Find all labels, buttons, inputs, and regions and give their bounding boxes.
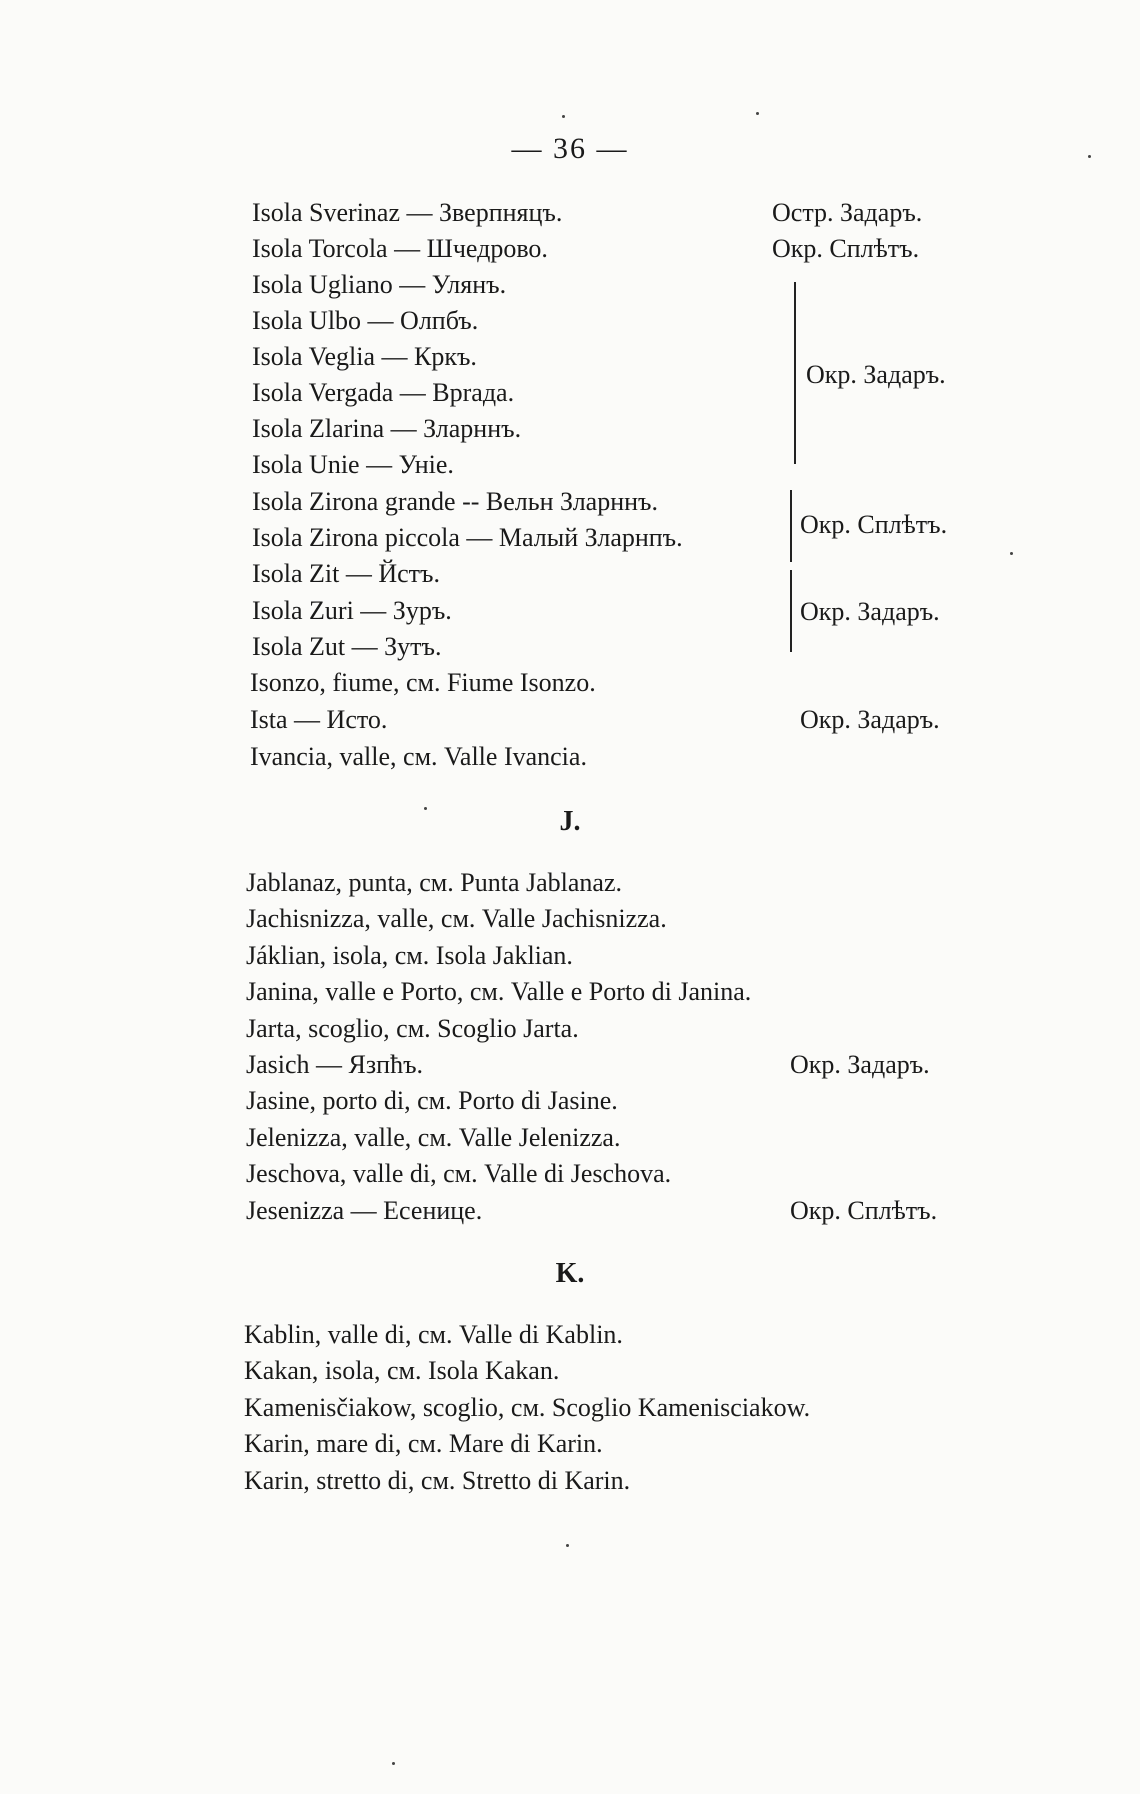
entry-kakan: Kakan, isola, см. Isola Kakan. [244, 1356, 560, 1385]
entry-ista: Ista — Исто. [250, 705, 388, 734]
page-number: — 36 — [511, 132, 629, 165]
entry-isola-vergada: Isola Vergada — Врrада. [252, 378, 515, 407]
grouping-brace [790, 490, 792, 562]
entry-isola-unie: Isola Unie — Уніе. [252, 450, 454, 479]
district-label: Окр. Сплѣтъ. [772, 234, 920, 263]
district-label: Окр. Задаръ. [800, 705, 940, 734]
entry-kameniscakow: Kamenisčiakow, scoglio, см. Scoglio Kamenisciakow. [244, 1393, 811, 1422]
entry-jachisnizza: Jachisnizza, valle, см. Valle Jachisnizza. [246, 904, 667, 933]
entry-jarta: Jarta, scoglio, см. Scoglio Jarta. [246, 1014, 579, 1043]
entry-isola-zlarina: Isola Zlarina — Зларннъ. [252, 414, 522, 443]
entry-isola-zuri: Isola Zuri — Зуръ. [252, 596, 452, 625]
section-heading-k: K. [555, 1258, 585, 1289]
section-heading-j: J. [559, 806, 581, 837]
district-label: Окр. Задаръ. [800, 597, 940, 626]
entry-isonzo: Isonzo, fiume, см. Fiume Isonzo. [250, 668, 596, 697]
grouping-brace [790, 570, 792, 652]
entry-jasine: Jasine, porto di, см. Porto di Jasine. [246, 1086, 618, 1115]
scan-speck [392, 1762, 395, 1765]
entry-jasich: Jasich — Язпћъ. [246, 1050, 424, 1079]
district-label: Остр. Задаръ. [772, 198, 923, 227]
entry-jesenizza: Jesenizza — Есенице. [246, 1196, 483, 1225]
entry-isola-veglia: Isola Veglia — Кркъ. [252, 342, 477, 371]
entry-isola-zut: Isola Zut — Зутъ. [252, 632, 442, 661]
entry-isola-ulbo: Isola Ulbo — Олпбъ. [252, 306, 479, 335]
entry-isola-zirona-piccola: Isola Zirona piccola — Малый Зларнпъ. [252, 523, 683, 552]
scan-speck [1010, 552, 1013, 555]
district-label: Окр. Задаръ. [806, 360, 946, 389]
district-label: Окр. Сплѣтъ. [800, 510, 948, 539]
entry-karin-mare: Karin, mare di, см. Mare di Karin. [244, 1429, 603, 1458]
entry-ivancia: Ivancia, valle, см. Valle Ivancia. [250, 742, 587, 771]
entry-jaklian: Jáklian, isola, см. Isola Jaklian. [246, 941, 573, 970]
entry-janina: Janina, valle e Porto, см. Valle e Porto di Janina. [246, 977, 752, 1006]
entry-jeschova: Jeschova, valle di, см. Valle di Jeschova. [246, 1159, 672, 1188]
scan-speck [1088, 155, 1091, 158]
entry-isola-torcola: Isola Torcola — Шчедрово. [252, 234, 548, 263]
scan-speck [756, 112, 759, 115]
entry-isola-ugliano: Isola Ugliano — Улянъ. [252, 270, 507, 299]
entry-isola-zit: Isola Zit — Йстъ. [252, 559, 440, 588]
district-label: Окр. Задаръ. [790, 1050, 930, 1079]
scan-speck [424, 807, 427, 810]
entry-karin-stretto: Karin, stretto di, см. Stretto di Karin. [244, 1466, 631, 1495]
scan-speck [566, 1544, 569, 1547]
entry-jelenizza: Jelenizza, valle, см. Valle Jelenizza. [246, 1123, 621, 1152]
entry-isola-zirona-grande: Isola Zirona grande -- Вельн Зларннъ. [252, 487, 658, 516]
district-label: Окр. Сплѣтъ. [790, 1196, 938, 1225]
entry-isola-sverinaz: Isola Sverinaz — Зверпняцъ. [252, 198, 563, 227]
grouping-brace [794, 282, 796, 464]
scan-speck [562, 115, 565, 118]
entry-jablanaz: Jablanaz, punta, см. Punta Jablanaz. [246, 868, 622, 897]
entry-kablin: Kablin, valle di, см. Valle di Kablin. [244, 1320, 623, 1349]
